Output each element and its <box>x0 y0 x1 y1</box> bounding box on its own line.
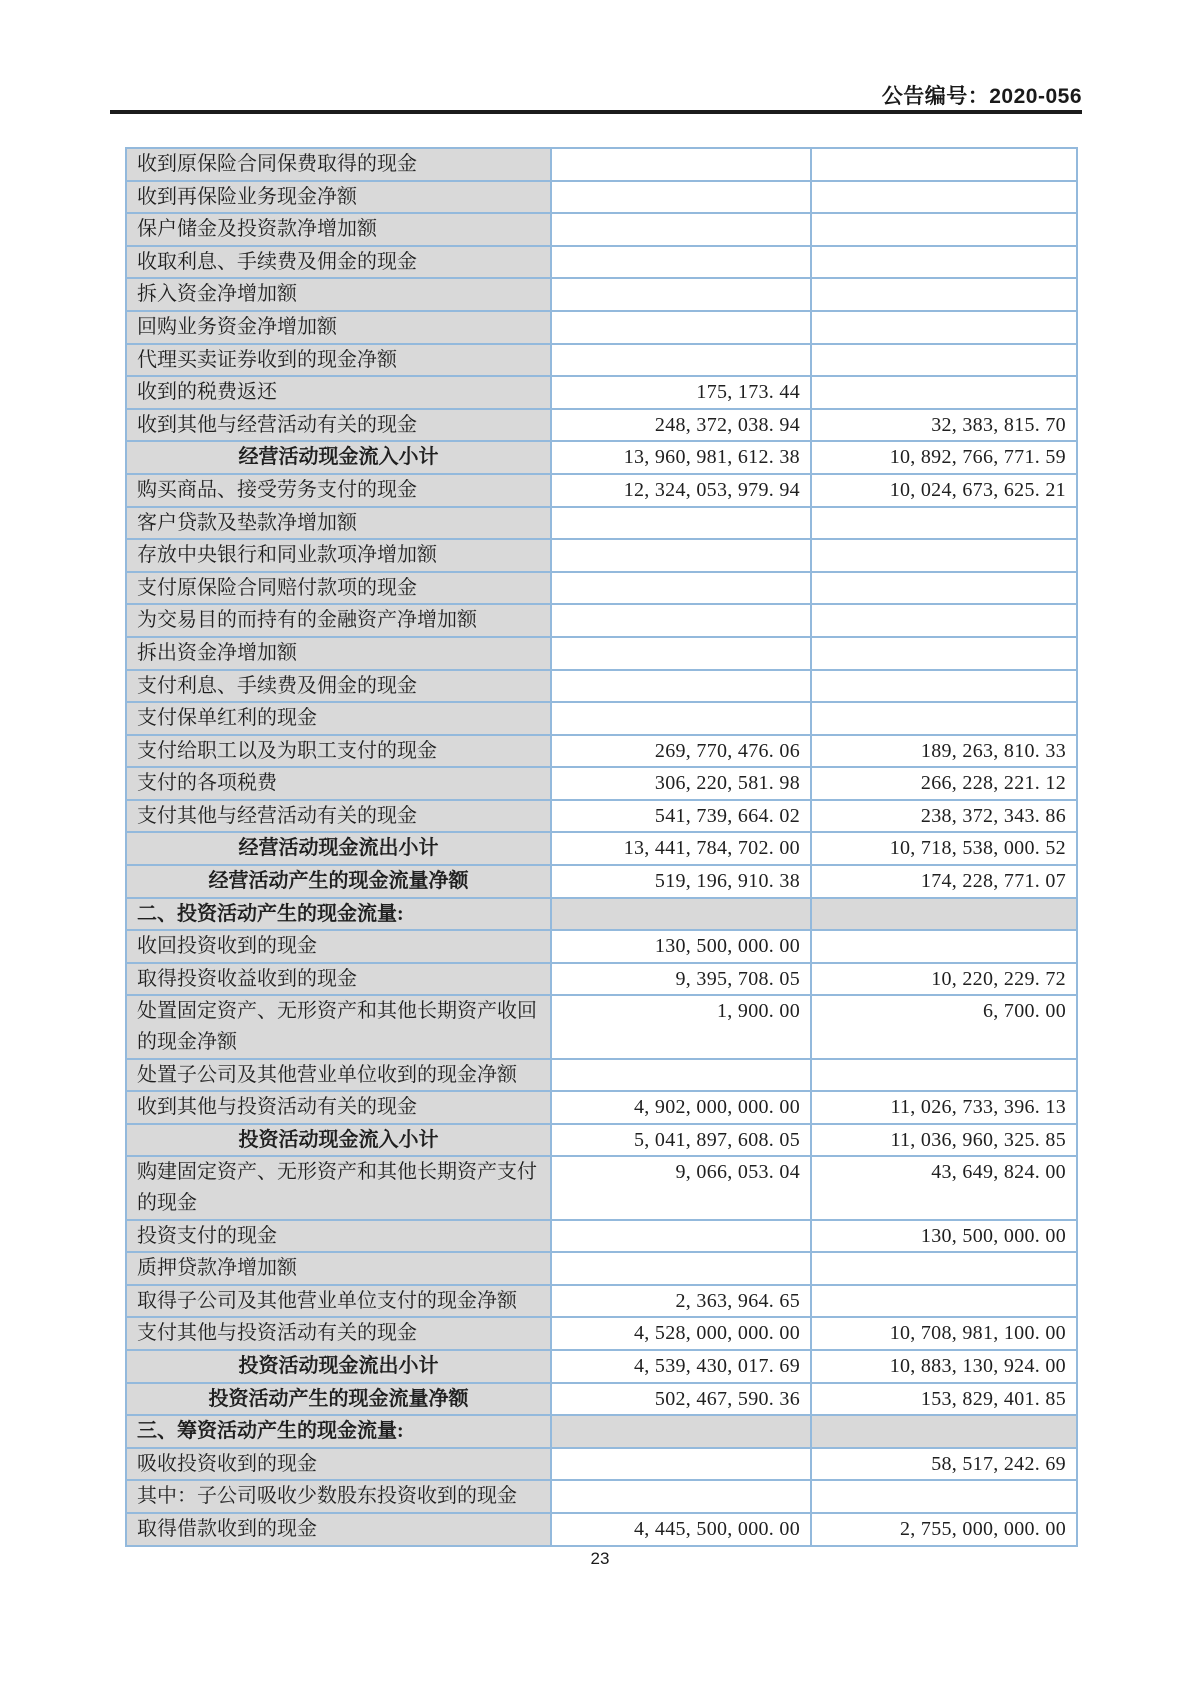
row-label: 收到其他与投资活动有关的现金 <box>126 1091 551 1124</box>
table-row <box>126 1220 1077 1253</box>
row-prior-amount: 10, 708, 981, 100. 00 <box>811 1317 1077 1350</box>
row-current-amount <box>551 1059 811 1092</box>
row-prior-amount <box>811 344 1077 377</box>
row-current-amount: 9, 066, 053. 04 <box>551 1156 811 1219</box>
row-current-amount: 248, 372, 038. 94 <box>551 409 811 442</box>
table-row <box>126 963 1077 996</box>
row-prior-amount <box>811 311 1077 344</box>
row-prior-amount <box>811 1285 1077 1318</box>
table-row <box>126 1156 1077 1219</box>
table-row <box>126 376 1077 409</box>
row-current-amount <box>551 1448 811 1481</box>
cash-flow-table-container <box>125 147 1076 1547</box>
row-label: 收到其他与经营活动有关的现金 <box>126 409 551 442</box>
row-label: 支付利息、手续费及佣金的现金 <box>126 670 551 703</box>
row-current-amount <box>551 637 811 670</box>
row-prior-amount: 2, 755, 000, 000. 00 <box>811 1513 1077 1546</box>
row-prior-amount <box>811 1059 1077 1092</box>
row-label: 经营活动产生的现金流量净额 <box>126 865 551 898</box>
row-current-amount: 2, 363, 964. 65 <box>551 1285 811 1318</box>
table-row <box>126 1124 1077 1157</box>
row-current-amount: 4, 445, 500, 000. 00 <box>551 1513 811 1546</box>
row-prior-amount: 130, 500, 000. 00 <box>811 1220 1077 1253</box>
row-label: 回购业务资金净增加额 <box>126 311 551 344</box>
row-label: 投资活动现金流出小计 <box>126 1350 551 1383</box>
row-label: 收到再保险业务现金净额 <box>126 181 551 214</box>
row-current-amount: 306, 220, 581. 98 <box>551 767 811 800</box>
row-current-amount <box>551 311 811 344</box>
row-label: 取得子公司及其他营业单位支付的现金净额 <box>126 1285 551 1318</box>
row-prior-amount <box>811 376 1077 409</box>
row-label: 吸收投资收到的现金 <box>126 1448 551 1481</box>
table-row <box>126 344 1077 377</box>
row-label: 收到的税费返还 <box>126 376 551 409</box>
row-current-amount <box>551 1252 811 1285</box>
row-prior-amount: 11, 036, 960, 325. 85 <box>811 1124 1077 1157</box>
row-label: 购建固定资产、无形资产和其他长期资产支付的现金 <box>126 1156 551 1219</box>
table-row <box>126 735 1077 768</box>
row-current-amount: 1, 900. 00 <box>551 995 811 1058</box>
header-rule <box>110 110 1082 114</box>
row-label: 经营活动现金流入小计 <box>126 441 551 474</box>
row-prior-amount <box>811 181 1077 214</box>
table-row <box>126 898 1077 931</box>
table-row <box>126 637 1077 670</box>
row-prior-amount <box>811 604 1077 637</box>
row-current-amount: 5, 041, 897, 608. 05 <box>551 1124 811 1157</box>
row-current-amount: 13, 441, 784, 702. 00 <box>551 832 811 865</box>
row-current-amount <box>551 670 811 703</box>
row-current-amount <box>551 1415 811 1448</box>
table-row <box>126 800 1077 833</box>
table-row <box>126 507 1077 540</box>
row-current-amount: 9, 395, 708. 05 <box>551 963 811 996</box>
row-label: 收到原保险合同保费取得的现金 <box>126 148 551 181</box>
row-label: 收取利息、手续费及佣金的现金 <box>126 246 551 279</box>
row-current-amount <box>551 702 811 735</box>
row-prior-amount: 10, 883, 130, 924. 00 <box>811 1350 1077 1383</box>
table-row <box>126 474 1077 507</box>
row-current-amount <box>551 148 811 181</box>
row-label: 客户贷款及垫款净增加额 <box>126 507 551 540</box>
table-row <box>126 702 1077 735</box>
row-prior-amount: 6, 700. 00 <box>811 995 1077 1058</box>
row-current-amount <box>551 572 811 605</box>
row-label: 三、筹资活动产生的现金流量: <box>126 1415 551 1448</box>
row-prior-amount: 11, 026, 733, 396. 13 <box>811 1091 1077 1124</box>
row-current-amount <box>551 1480 811 1513</box>
row-label: 取得投资收益收到的现金 <box>126 963 551 996</box>
row-prior-amount: 189, 263, 810. 33 <box>811 735 1077 768</box>
table-row <box>126 1513 1077 1546</box>
row-prior-amount <box>811 898 1077 931</box>
row-label: 支付保单红利的现金 <box>126 702 551 735</box>
row-current-amount <box>551 181 811 214</box>
row-current-amount: 175, 173. 44 <box>551 376 811 409</box>
table-row <box>126 1285 1077 1318</box>
row-prior-amount: 10, 024, 673, 625. 21 <box>811 474 1077 507</box>
table-row <box>126 832 1077 865</box>
row-prior-amount: 10, 892, 766, 771. 59 <box>811 441 1077 474</box>
row-prior-amount <box>811 148 1077 181</box>
row-label: 经营活动现金流出小计 <box>126 832 551 865</box>
row-current-amount <box>551 1220 811 1253</box>
table-row <box>126 1059 1077 1092</box>
table-row <box>126 148 1077 181</box>
page-number: 23 <box>590 1549 610 1568</box>
table-row <box>126 1383 1077 1416</box>
table-row <box>126 1415 1077 1448</box>
row-current-amount: 12, 324, 053, 979. 94 <box>551 474 811 507</box>
row-current-amount: 541, 739, 664. 02 <box>551 800 811 833</box>
row-label: 支付给职工以及为职工支付的现金 <box>126 735 551 768</box>
row-current-amount <box>551 539 811 572</box>
table-row <box>126 572 1077 605</box>
row-label: 代理买卖证券收到的现金净额 <box>126 344 551 377</box>
table-row <box>126 1317 1077 1350</box>
row-label: 投资活动产生的现金流量净额 <box>126 1383 551 1416</box>
row-current-amount <box>551 507 811 540</box>
row-prior-amount: 238, 372, 343. 86 <box>811 800 1077 833</box>
row-current-amount <box>551 344 811 377</box>
row-prior-amount <box>811 637 1077 670</box>
row-prior-amount <box>811 670 1077 703</box>
cash-flow-table <box>125 147 1078 1547</box>
row-label: 拆出资金净增加额 <box>126 637 551 670</box>
row-label: 支付其他与投资活动有关的现金 <box>126 1317 551 1350</box>
row-current-amount: 269, 770, 476. 06 <box>551 735 811 768</box>
row-current-amount: 4, 528, 000, 000. 00 <box>551 1317 811 1350</box>
row-prior-amount <box>811 1252 1077 1285</box>
table-row <box>126 311 1077 344</box>
row-prior-amount <box>811 278 1077 311</box>
row-prior-amount: 10, 718, 538, 000. 52 <box>811 832 1077 865</box>
table-row <box>126 1480 1077 1513</box>
row-prior-amount: 43, 649, 824. 00 <box>811 1156 1077 1219</box>
table-row <box>126 1350 1077 1383</box>
row-current-amount <box>551 246 811 279</box>
row-label: 支付的各项税费 <box>126 767 551 800</box>
row-current-amount: 4, 539, 430, 017. 69 <box>551 1350 811 1383</box>
row-label: 处置子公司及其他营业单位收到的现金净额 <box>126 1059 551 1092</box>
row-prior-amount: 153, 829, 401. 85 <box>811 1383 1077 1416</box>
row-current-amount <box>551 213 811 246</box>
row-current-amount: 13, 960, 981, 612. 38 <box>551 441 811 474</box>
table-row <box>126 246 1077 279</box>
row-label: 二、投资活动产生的现金流量: <box>126 898 551 931</box>
row-prior-amount <box>811 930 1077 963</box>
row-prior-amount: 58, 517, 242. 69 <box>811 1448 1077 1481</box>
row-prior-amount <box>811 1480 1077 1513</box>
table-row <box>126 539 1077 572</box>
row-prior-amount <box>811 539 1077 572</box>
row-prior-amount: 10, 220, 229. 72 <box>811 963 1077 996</box>
row-current-amount: 130, 500, 000. 00 <box>551 930 811 963</box>
table-row <box>126 181 1077 214</box>
table-row <box>126 1252 1077 1285</box>
table-row <box>126 441 1077 474</box>
row-current-amount <box>551 278 811 311</box>
row-label: 其中：子公司吸收少数股东投资收到的现金 <box>126 1480 551 1513</box>
row-label: 投资支付的现金 <box>126 1220 551 1253</box>
row-prior-amount: 266, 228, 221. 12 <box>811 767 1077 800</box>
table-row <box>126 213 1077 246</box>
row-prior-amount <box>811 572 1077 605</box>
row-label: 质押贷款净增加额 <box>126 1252 551 1285</box>
row-prior-amount <box>811 1415 1077 1448</box>
table-row <box>126 670 1077 703</box>
row-prior-amount: 174, 228, 771. 07 <box>811 865 1077 898</box>
table-row <box>126 995 1077 1058</box>
row-label: 购买商品、接受劳务支付的现金 <box>126 474 551 507</box>
row-label: 处置固定资产、无形资产和其他长期资产收回的现金净额 <box>126 995 551 1058</box>
row-label: 支付原保险合同赔付款项的现金 <box>126 572 551 605</box>
row-label: 收回投资收到的现金 <box>126 930 551 963</box>
row-label: 为交易目的而持有的金融资产净增加额 <box>126 604 551 637</box>
table-row <box>126 278 1077 311</box>
table-row <box>126 604 1077 637</box>
cash-flow-table-body <box>126 148 1077 1546</box>
row-current-amount: 502, 467, 590. 36 <box>551 1383 811 1416</box>
row-current-amount: 4, 902, 000, 000. 00 <box>551 1091 811 1124</box>
table-row <box>126 865 1077 898</box>
row-label: 拆入资金净增加额 <box>126 278 551 311</box>
row-current-amount: 519, 196, 910. 38 <box>551 865 811 898</box>
row-prior-amount: 32, 383, 815. 70 <box>811 409 1077 442</box>
row-prior-amount <box>811 246 1077 279</box>
row-label: 取得借款收到的现金 <box>126 1513 551 1546</box>
table-row <box>126 767 1077 800</box>
row-current-amount <box>551 898 811 931</box>
announcement-number: 公告编号：2020-056 <box>881 85 1082 108</box>
table-row <box>126 1091 1077 1124</box>
row-label: 投资活动现金流入小计 <box>126 1124 551 1157</box>
row-label: 保户储金及投资款净增加额 <box>126 213 551 246</box>
row-prior-amount <box>811 702 1077 735</box>
row-prior-amount <box>811 213 1077 246</box>
table-row <box>126 930 1077 963</box>
table-row <box>126 409 1077 442</box>
row-label: 存放中央银行和同业款项净增加额 <box>126 539 551 572</box>
row-label: 支付其他与经营活动有关的现金 <box>126 800 551 833</box>
row-prior-amount <box>811 507 1077 540</box>
row-current-amount <box>551 604 811 637</box>
table-row <box>126 1448 1077 1481</box>
